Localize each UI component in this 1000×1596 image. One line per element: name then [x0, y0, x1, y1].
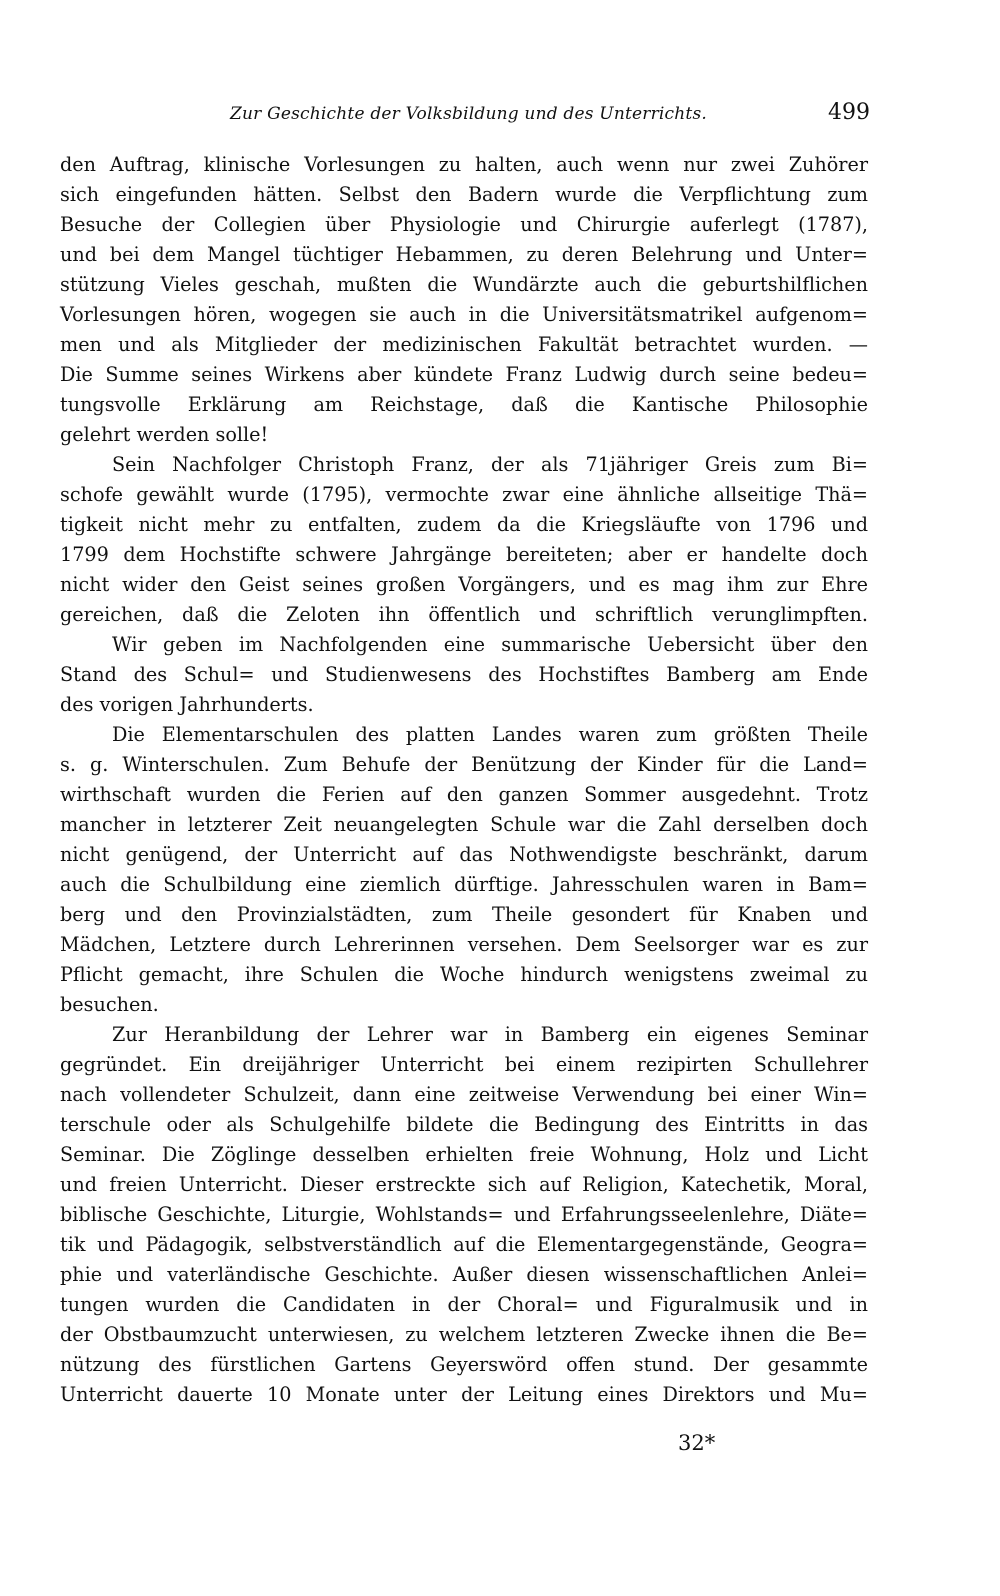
text-line: gegründet. Ein dreijähriger Unterricht bei einem rezipirten Schullehrer: [60, 1053, 868, 1076]
text-line: auch die Schulbildung eine ziemlich dürftige. Jahresschulen waren in Bam=: [60, 873, 868, 896]
text-line: Stand des Schul= und Studienwesens des Hochstiftes Bamberg am Ende: [60, 663, 868, 686]
text-line: berg und den Provinzialstädten, zum Theile gesondert für Knaben und: [60, 903, 868, 926]
text-line: mancher in letzterer Zeit neuangelegten Schule war die Zahl derselben doch: [60, 813, 868, 836]
text-line: besuchen.: [60, 993, 159, 1016]
text-line: terschule oder als Schulgehilfe bildete die Bedingung des Eintritts in das: [60, 1113, 868, 1136]
text-line: Unterricht dauerte 10 Monate unter der Leitung eines Direktors und Mu=: [60, 1383, 868, 1406]
text-line: schofe gewählt wurde (1795), vermochte zwar eine ähnliche allseitige Thä=: [60, 483, 868, 506]
signature-mark: 32*: [678, 1431, 716, 1455]
page-number: 499: [828, 100, 870, 125]
text-line: nach vollendeter Schulzeit, dann eine zeitweise Verwendung bei einer Win=: [60, 1083, 868, 1106]
text-line: 1799 dem Hochstifte schwere Jahrgänge bereiteten; aber er handelte doch: [60, 543, 868, 566]
text-line: biblische Geschichte, Liturgie, Wohlstands= und Erfahrungsseelenlehre, Diäte=: [60, 1203, 868, 1226]
text-line: Wir geben im Nachfolgenden eine summarische Uebersicht über den: [112, 633, 868, 656]
text-line: tigkeit nicht mehr zu entfalten, zudem da die Kriegsläufte von 1796 und: [60, 513, 868, 536]
text-line: Mädchen, Letztere durch Lehrerinnen versehen. Dem Seelsorger war es zur: [60, 933, 868, 956]
text-line: Seminar. Die Zöglinge desselben erhielten freie Wohnung, Holz und Licht: [60, 1143, 868, 1166]
text-line: men und als Mitglieder der medizinischen Fakultät betrachtet wurden. —: [60, 333, 868, 356]
running-head: [230, 100, 870, 130]
text-line: tungsvolle Erklärung am Reichstage, daß die Kantische Philosophie: [60, 393, 868, 416]
text-line: Pflicht gemacht, ihre Schulen die Woche hindurch wenigstens zweimal zu: [60, 963, 868, 986]
text-line: nicht wider den Geist seines großen Vorgängers, und es mag ihm zur Ehre: [60, 573, 868, 596]
text-line: und freien Unterricht. Dieser erstreckte sich auf Religion, Katechetik, Moral,: [60, 1173, 868, 1196]
text-line: nützung des fürstlichen Gartens Geyerswörd offen stund. Der gesammte: [60, 1353, 868, 1376]
running-title: Zur Geschichte der Volksbildung und des Unterrichts.: [230, 104, 707, 124]
text-line: tik und Pädagogik, selbstverständlich auf die Elementargegenstände, Geogra=: [60, 1233, 868, 1256]
text-line: Die Summe seines Wirkens aber kündete Franz Ludwig durch seine bedeu=: [60, 363, 868, 386]
body-text: [60, 150, 868, 1410]
text-line: stützung Vieles geschah, mußten die Wundärzte auch die geburtshilflichen: [60, 273, 868, 296]
text-line: sich eingefunden hätten. Selbst den Badern wurde die Verpflichtung zum: [60, 183, 868, 206]
text-line: der Obstbaumzucht unterwiesen, zu welchem letzteren Zwecke ihnen die Be=: [60, 1323, 868, 1346]
text-line: Zur Heranbildung der Lehrer war in Bamberg ein eigenes Seminar: [112, 1023, 868, 1046]
text-line: Die Elementarschulen des platten Landes waren zum größten Theile: [112, 723, 868, 746]
text-line: gereichen, daß die Zeloten ihn öffentlich und schriftlich verunglimpften.: [60, 603, 868, 626]
text-line: wirthschaft wurden die Ferien auf den ganzen Sommer ausgedehnt. Trotz: [60, 783, 868, 806]
text-line: s. g. Winterschulen. Zum Behufe der Benützung der Kinder für die Land=: [60, 753, 868, 776]
text-line: nicht genügend, der Unterricht auf das Nothwendigste beschränkt, darum: [60, 843, 868, 866]
text-line: Besuche der Collegien über Physiologie und Chirurgie auferlegt (1787),: [60, 213, 868, 236]
text-line: gelehrt werden solle!: [60, 423, 269, 446]
text-line: den Auftrag, klinische Vorlesungen zu halten, auch wenn nur zwei Zuhörer: [60, 153, 868, 176]
text-line: Sein Nachfolger Christoph Franz, der als 71jähriger Greis zum Bi=: [112, 453, 868, 476]
text-line: phie und vaterländische Geschichte. Außer diesen wissenschaftlichen Anlei=: [60, 1263, 868, 1286]
text-line: des vorigen Jahrhunderts.: [60, 693, 314, 716]
text-line: Vorlesungen hören, wogegen sie auch in die Universitätsmatrikel aufgenom=: [60, 303, 868, 326]
text-line: tungen wurden die Candidaten in der Choral= und Figuralmusik und in: [60, 1293, 868, 1316]
text-line: und bei dem Mangel tüchtiger Hebammen, zu deren Belehrung und Unter=: [60, 243, 868, 266]
